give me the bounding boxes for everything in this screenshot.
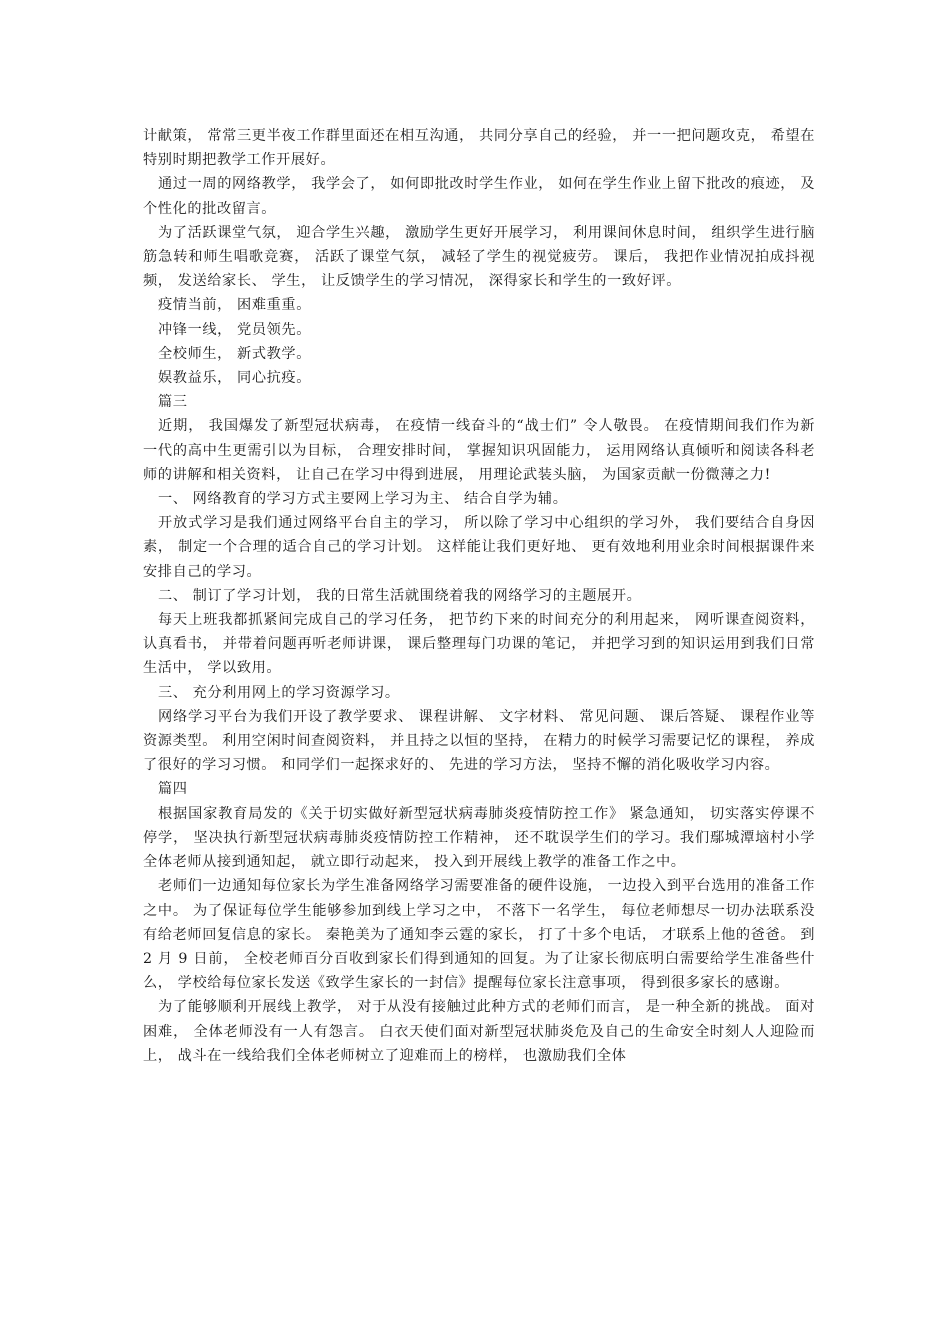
section-heading: 篇四 <box>158 781 188 798</box>
paragraph: 老师们一边通知每位家长为学生准备网络学习需要准备的硬件设施， 一边投入到平台选用的准备工作之中。 为了保证每位学生能够参加到线上学习之中， 不落下一名学生， 每位老师想尽一切办法联系没有给老师回复信息的家长。 秦艳美为了通知李云霆的家长， 打了十多个电话， 才联系上他的爸爸。 到 2 月 9 日前， 全校老师百分百收到家长们得到通知的回复。为了让家长彻底明白需要给学生准备些什么， 学校给每位家长发送《致学生家长的一封信》提醒每位家长注意事项， 得到很多家长的感谢。 <box>143 878 815 992</box>
paragraph: 网络学习平台为我们开设了教学要求、 课程讲解、 文字材料、 常见问题、 课后答疑、 课程作业等资源类型。 利用空闲时间查阅资料， 并且持之以恒的坚持， 在精力的时候学习需要记忆的课程， 养成了很好的学习习惯。 和同学们一起探求好的、 先进的学习方法， 坚持不懈的消化吸收学习内容。 <box>143 708 815 774</box>
section-heading: 篇三 <box>158 394 188 411</box>
short-line: 冲锋一线， 党员领先。 <box>158 321 311 338</box>
paragraph: 每天上班我都抓紧间完成自己的学习任务， 把节约下来的时间充分的利用起来， 网听课查阅资料， 认真看书， 并带着问题再听老师讲课， 课后整理每门功课的笔记， 并把学习到的知识运用到我们日常生活中， 学以致用。 <box>143 612 815 677</box>
paragraph: 开放式学习是我们通过网络平台自主的学习， 所以除了学习中心组织的学习外， 我们要结合自身因素， 制定一个合理的适合自己的学习计划。 这样能让我们更好地、 更有效地利用业余时间根据课件来安排自己的学习。 <box>143 515 815 580</box>
short-line: 疫情当前， 困难重重。 <box>158 297 311 314</box>
section-heading: 二、 制订了学习计划， 我的日常生活就围绕着我的网络学习的主题展开。 <box>158 587 642 604</box>
document-page <box>143 124 815 1068</box>
paragraph: 根据国家教育局发的《关于切实做好新型冠状病毒肺炎疫情防控工作》 紧急通知， 切实落实停课不停学， 坚决执行新型冠状病毒肺炎疫情防控工作精神， 还不耽误学生们的学习。我们鄢城潭垴村小学全体老师从接到通知起， 就立即行动起来， 投入到开展线上教学的准备工作之中。 <box>143 805 815 871</box>
paragraph: 为了活跃课堂气氛， 迎合学生兴趣， 激励学生更好开展学习， 利用课间休息时间， 组织学生进行脑筋急转和师生唱歌竞赛， 活跃了课堂气氛， 减轻了学生的视觉疲劳。 课后， 我把作业情况拍成抖视频， 发送给家长、 学生， 让反馈学生的学习情况， 深得家长和学生的一致好评。 <box>143 224 815 290</box>
paragraph: 近期， 我国爆发了新型冠状病毒， 在疫情一线奋斗的“战士们” 令人敬畏。 在疫情期间我们作为新一代的高中生更需引以为目标， 合理安排时间， 掌握知识巩固能力， 运用网络认真倾听和阅读各科老师的讲解和相关资料， 让自己在学习中得到进展， 用理论武装头脑， 为国家贡献一份微薄之力! <box>143 418 815 483</box>
section-heading: 三、 充分利用网上的学习资源学习。 <box>158 684 400 701</box>
paragraph: 计献策， 常常三更半夜工作群里面还在相互沟通， 共同分享自己的经验， 并一一把问题攻克， 希望在特别时期把教学工作开展好。 <box>143 128 815 169</box>
short-line: 娱教益乐， 同心抗疫。 <box>158 370 311 387</box>
short-line: 全校师生， 新式教学。 <box>158 345 311 362</box>
section-heading: 一、 网络教育的学习方式主要网上学习为主、 结合自学为辅。 <box>158 491 568 508</box>
paragraph: 通过一周的网络教学， 我学会了， 如何即批改时学生作业， 如何在学生作业上留下批改的痕迹， 及个性化的批改留言。 <box>143 176 815 217</box>
paragraph: 为了能够顺利开展线上教学， 对于从没有接触过此种方式的老师们而言， 是一种全新的挑战。 面对困难， 全体老师没有一人有怨言。 白衣天使们面对新型冠状肺炎危及自己的生命安全时刻人人迎险而上， 战斗在一线给我们全体老师树立了迎难而上的榜样， 也激励我们全体 <box>143 999 815 1064</box>
